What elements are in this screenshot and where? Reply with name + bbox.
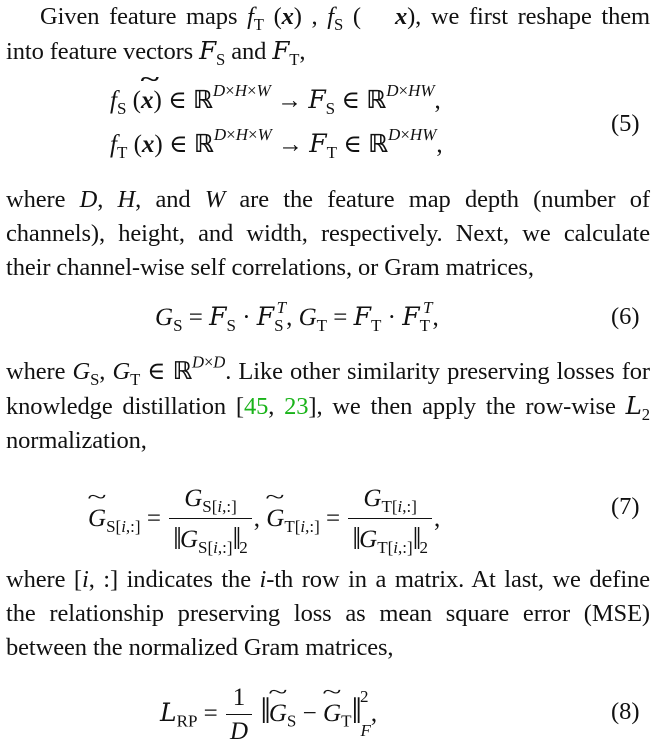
equation-5-number: (5)	[611, 110, 640, 137]
equation-5-row-2: $f_T$ (x) ∈ ℝ$^{D\times H\times W}$ → $F_T$ ∈ ℝ$^{D\times HW}$,	[110, 125, 443, 162]
equation-7-number: (7)	[611, 493, 640, 520]
equation-8-number: (8)	[611, 698, 640, 725]
intro-text-2: , we first reshape them into feature vectors	[6, 3, 651, 65]
intro-text-3: and	[225, 38, 273, 65]
equation-7-fraction-S: $\frac{G_{S[i,:]}}{‖G_{S[i,:]}‖_2}$	[169, 480, 252, 560]
paragraph-4: where [i, :] indicates the i-th row in a matrix. At last, we define the relationship preserving loss as mean square error (MSE) between the normalized Gram matrices,	[6, 566, 650, 661]
equation-5-row-1: $f_S$ (~ x) ∈ ℝ$^{D\times H\times W}$ → $F_S$ ∈ ℝ$^{D\times HW}$,	[110, 80, 441, 120]
paragraph-3: where $G_S$, $G_T$ ∈ ℝ$^{D\times D}$. Like other similarity preserving losses for knowledge distillation [45, 23], we then apply the row-wise $L_2$ normalization,	[6, 352, 650, 454]
intro-text-1: Given feature maps	[40, 3, 248, 30]
intro-paragraph: Given feature maps $f_T$ (x) , $f_S$ (~ x), we first reshape them into feature vectors $F_S$ and $F_T$,	[6, 0, 650, 69]
paragraph-2: where D, H, and W are the feature map depth (number of channels), height, and width, respectively. Next, we calculate their channel-wise self correlations, or Gram matrices,	[6, 186, 650, 281]
paragraph-2-text: are the feature map depth (number of channels), height, and width, respectively. Next, we calculate their channel-wise self correlations, or Gram matrices,	[6, 186, 650, 281]
math-FS: F	[199, 36, 217, 65]
equation-8: $L_{RP}$ = $\frac{1}{D}$ ‖~ $G_S$ − ~ $G_T‖^2_F$,	[160, 672, 377, 752]
math-FT: F	[272, 36, 290, 65]
citation-45[interactable]: 45	[243, 393, 269, 420]
citation-23[interactable]: 23	[284, 393, 309, 420]
equation-6: $G_S = F_S \cdot F_S^T$, $G_T = F_T \cdot F_T^T$,	[155, 298, 439, 335]
equation-8-fraction: $\frac{1}{D}$	[226, 682, 252, 749]
equation-6-number: (6)	[611, 303, 640, 330]
equation-7-fraction-T: $\frac{G_{T[i,:]}}{‖G_{T[i,:]}‖_2}$	[348, 480, 432, 560]
math-fT-x: $f_T$ (x) , $f_S$ (~ x)	[247, 3, 415, 30]
equation-7: ~ $G_{S[i,:]}$ = $\frac{G_{S[i,:]}}{‖G_{S[i,:]}‖_2}$ , ~ $G_{T[i,:]}$ = $\frac{G_{T[i,:]}}{‖G_{T[i,:]}‖_2}$ ,	[88, 473, 440, 565]
paragraph-4-text: -th row in a matrix. At last, we define the relationship preserving loss as mean square error (MSE) between the normalized Gram matrices,	[6, 566, 650, 661]
